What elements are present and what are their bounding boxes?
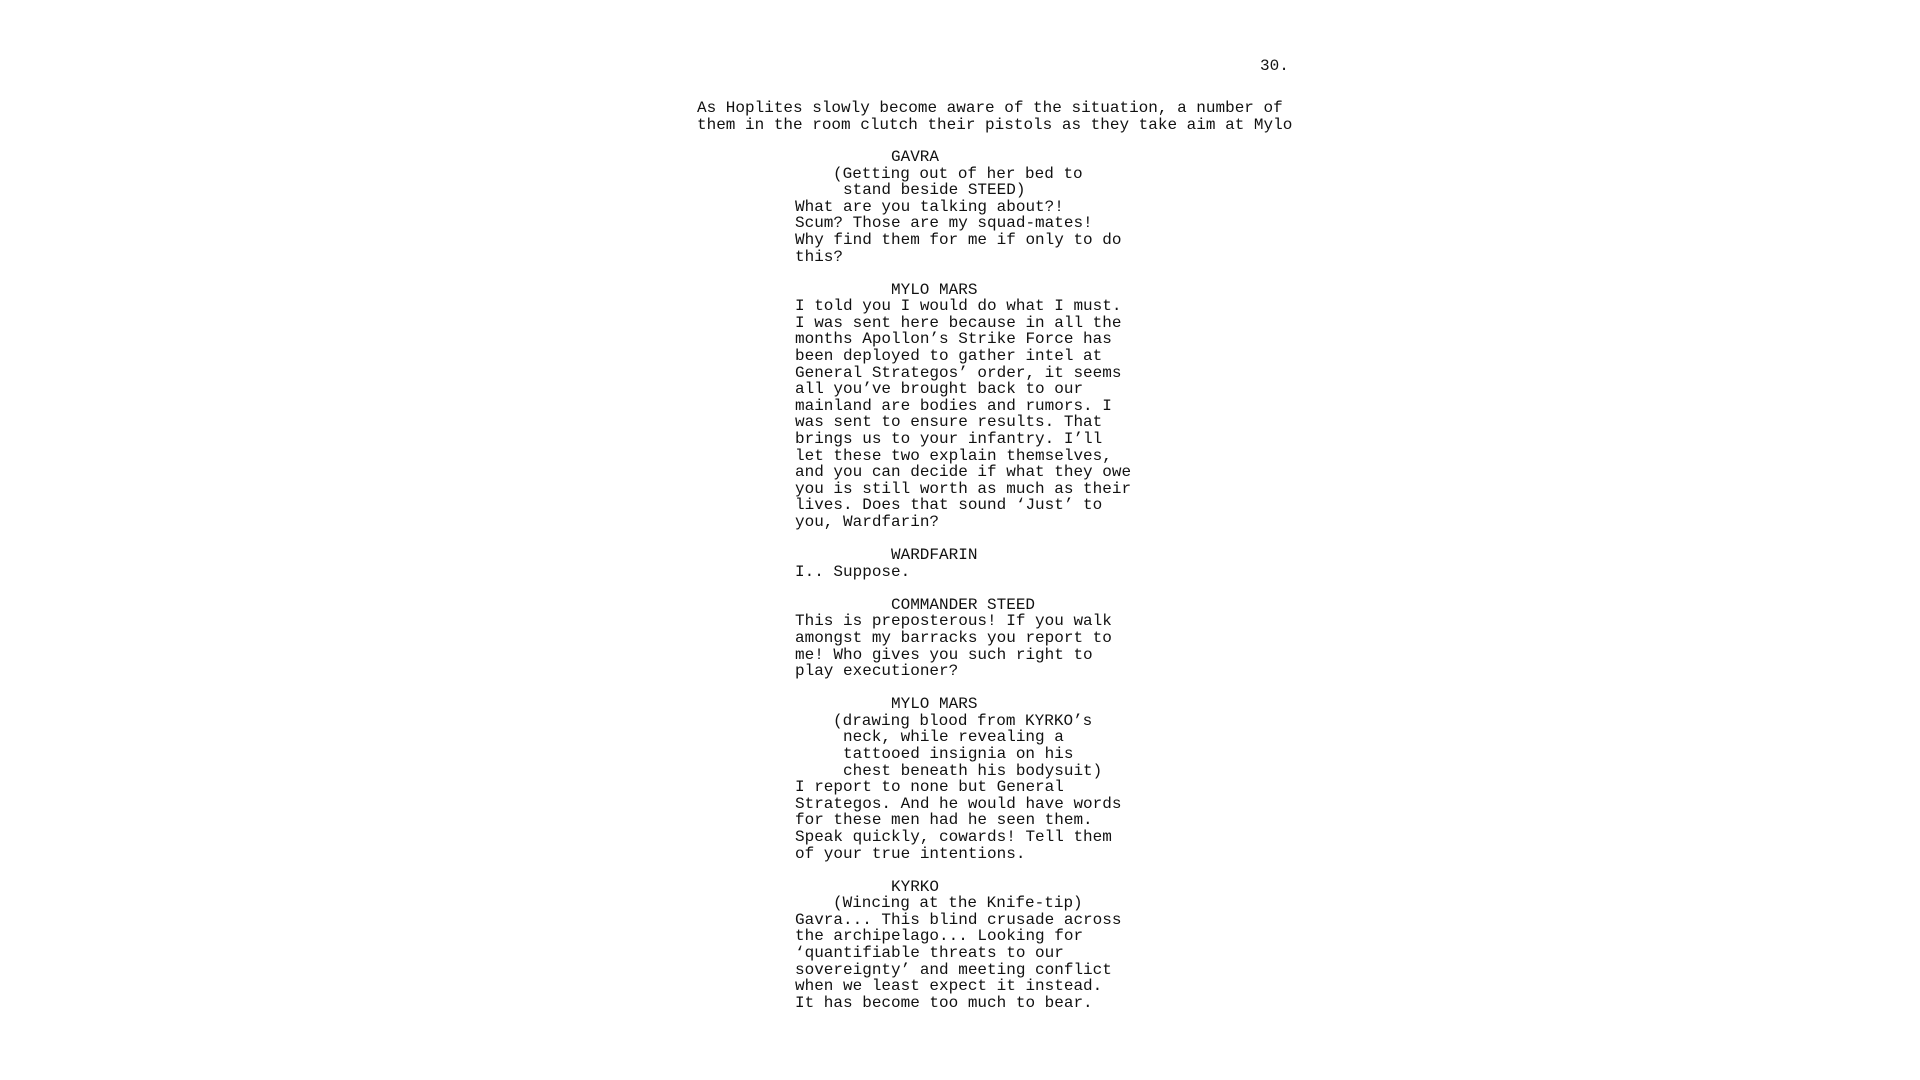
parenthetical-line: neck, while revealing a	[843, 728, 1064, 747]
dialogue-line: Gavra... This blind crusade across	[795, 910, 1122, 929]
dialogue-line: Speak quickly, cowards! Tell them	[795, 827, 1112, 846]
dialogue-line: you is still worth as much as their	[795, 479, 1132, 498]
character-name: KYRKO	[891, 877, 940, 896]
page-number: 30.	[1260, 57, 1289, 75]
parenthetical-line: (drawing blood from KYRKO’s	[833, 711, 1093, 730]
action-line: As Hoplites slowly become aware of the situation, a number of	[697, 99, 1283, 117]
dialogue-line: This is preposterous! If you walk	[795, 612, 1112, 631]
dialogue-line: was sent to ensure results. That	[795, 413, 1103, 432]
dialogue-line: amongst my barracks you report to	[795, 628, 1112, 647]
dialogue-line: months Apollon’s Strike Force has	[795, 330, 1112, 349]
dialogue-line: of your true intentions.	[795, 844, 1026, 863]
dialogue-line: lives. Does that sound ‘Just’ to	[795, 496, 1103, 515]
dialogue-line: Why find them for me if only to do	[795, 230, 1122, 249]
dialogue-line: I told you I would do what I must.	[795, 297, 1122, 316]
dialogue-line: brings us to your infantry. I’ll	[795, 430, 1103, 448]
dialogue-block	[795, 282, 1295, 531]
dialogue-line: sovereignty’ and meeting conflict	[795, 960, 1112, 979]
dialogue-section	[795, 149, 1295, 1028]
dialogue-block	[795, 696, 1295, 862]
dialogue-line: this?	[795, 247, 844, 266]
dialogue-line: Strategos. And he would have words	[795, 794, 1122, 813]
parenthetical-line: tattooed insignia on his	[843, 745, 1074, 763]
character-name: WARDFARIN	[891, 546, 978, 565]
parenthetical-line: (Getting out of her bed to	[833, 164, 1083, 183]
character-name: GAVRA	[891, 148, 940, 166]
dialogue-block	[795, 597, 1295, 680]
dialogue-block	[795, 149, 1295, 265]
action-line: them in the room clutch their pistols as they take aim at Mylo	[697, 115, 1293, 134]
dialogue-line: I.. Suppose.	[795, 562, 911, 581]
parenthetical-line: stand beside STEED)	[843, 181, 1026, 200]
dialogue-line: What are you talking about?!	[795, 197, 1064, 216]
dialogue-line: let these two explain themselves,	[795, 446, 1112, 465]
action-paragraph	[697, 100, 1337, 133]
dialogue-line: play executioner?	[795, 662, 959, 681]
dialogue-line: me! Who gives you such right to	[795, 645, 1093, 664]
dialogue-line: Scum? Those are my squad-mates!	[795, 214, 1093, 233]
dialogue-line: been deployed to gather intel at	[795, 347, 1103, 366]
dialogue-line: for these men had he seen them.	[795, 811, 1093, 830]
dialogue-line: I report to none but General	[795, 778, 1064, 797]
dialogue-line: the archipelago... Looking for	[795, 927, 1084, 946]
dialogue-line: when we least expect it instead.	[795, 977, 1103, 996]
character-name: MYLO MARS	[891, 695, 978, 714]
dialogue-line: I was sent here because in all the	[795, 313, 1122, 332]
dialogue-line: you, Wardfarin?	[795, 512, 940, 531]
dialogue-block	[795, 547, 1295, 580]
dialogue-line: all you’ve brought back to our	[795, 380, 1084, 399]
dialogue-line: mainland are bodies and rumors. I	[795, 396, 1112, 415]
dialogue-line: and you can decide if what they owe	[795, 463, 1132, 482]
character-name: MYLO MARS	[891, 280, 978, 299]
parenthetical-line: (Wincing at the Knife-tip)	[833, 894, 1083, 913]
dialogue-line: General Strategos’ order, it seems	[795, 363, 1122, 382]
dialogue-line: It has become too much to bear.	[795, 993, 1093, 1012]
character-name: COMMANDER STEED	[891, 595, 1036, 614]
parenthetical-line: chest beneath his bodysuit)	[843, 761, 1103, 780]
dialogue-block	[795, 879, 1295, 1012]
dialogue-line: ‘quantifiable threats to our	[795, 944, 1064, 963]
